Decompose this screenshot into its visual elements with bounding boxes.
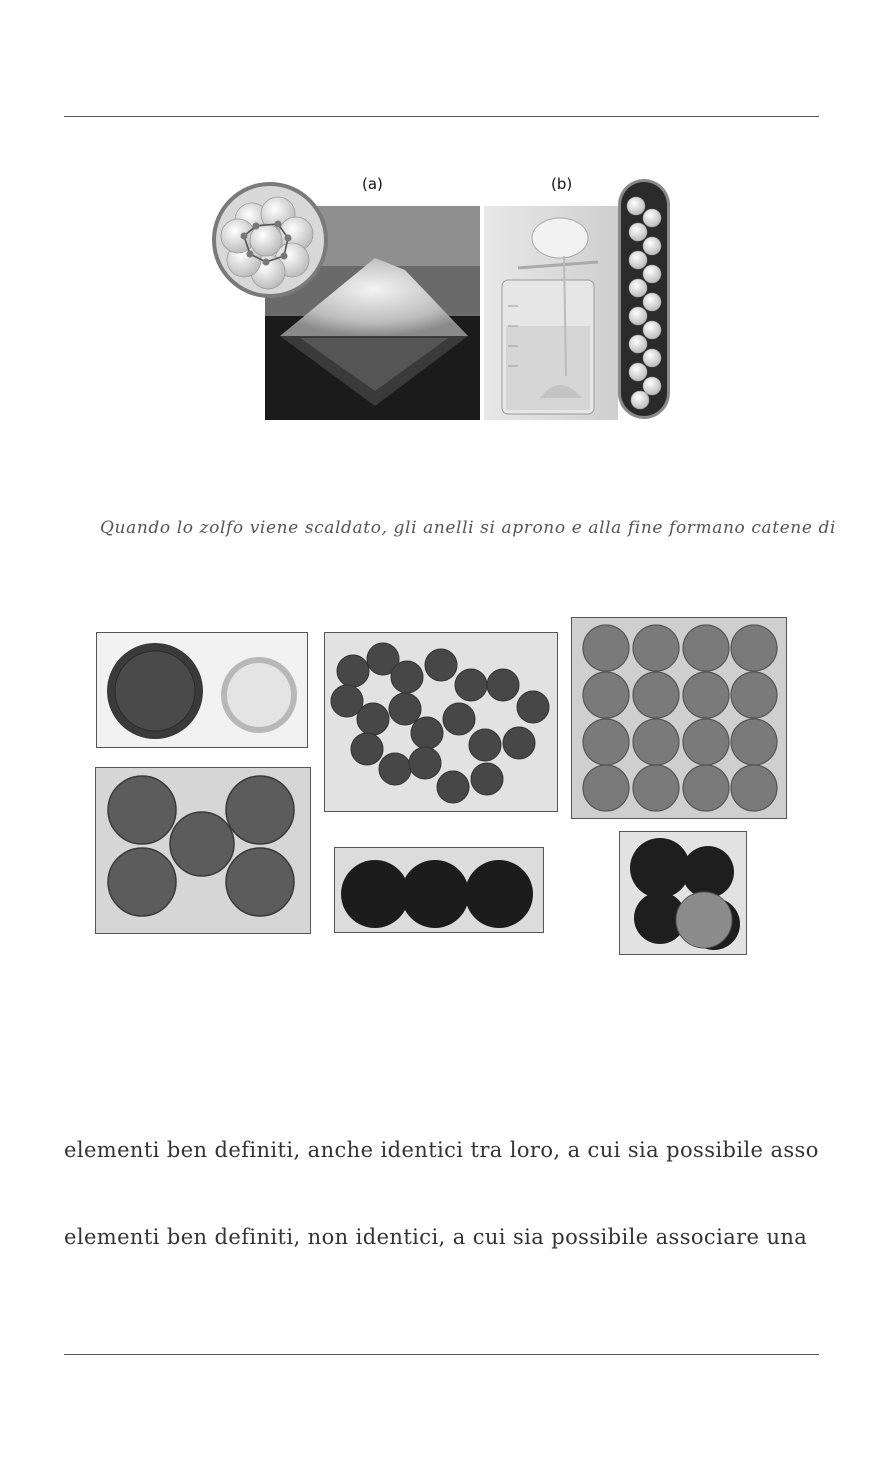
photo-two-caps xyxy=(96,632,308,748)
figure-label-b: (b) xyxy=(551,175,573,193)
body-line-2: elementi ben definiti, non identici, a cui sia possibile associare una xyxy=(64,1225,808,1249)
photo-three-caps xyxy=(334,847,544,933)
sulfur-figure xyxy=(200,176,680,426)
bottom-rule xyxy=(64,1354,819,1355)
sulfur-ring-molecule-icon xyxy=(212,182,328,298)
photo-five-caps xyxy=(95,767,311,934)
photo-cap-chain xyxy=(324,632,558,812)
figure-label-a: (a) xyxy=(362,175,383,193)
beaker-photo xyxy=(484,206,618,420)
top-rule xyxy=(64,116,819,117)
figure-caption: Quando lo zolfo viene scaldato, gli anelli si aprono e alla fine formano catene di xyxy=(100,518,837,538)
photo-cap-grid xyxy=(571,617,787,819)
sulfur-chain-molecule-icon xyxy=(618,179,670,419)
photo-stacked-caps xyxy=(619,831,747,955)
body-line-1: elementi ben definiti, anche identici tra loro, a cui sia possibile asso xyxy=(64,1138,819,1162)
